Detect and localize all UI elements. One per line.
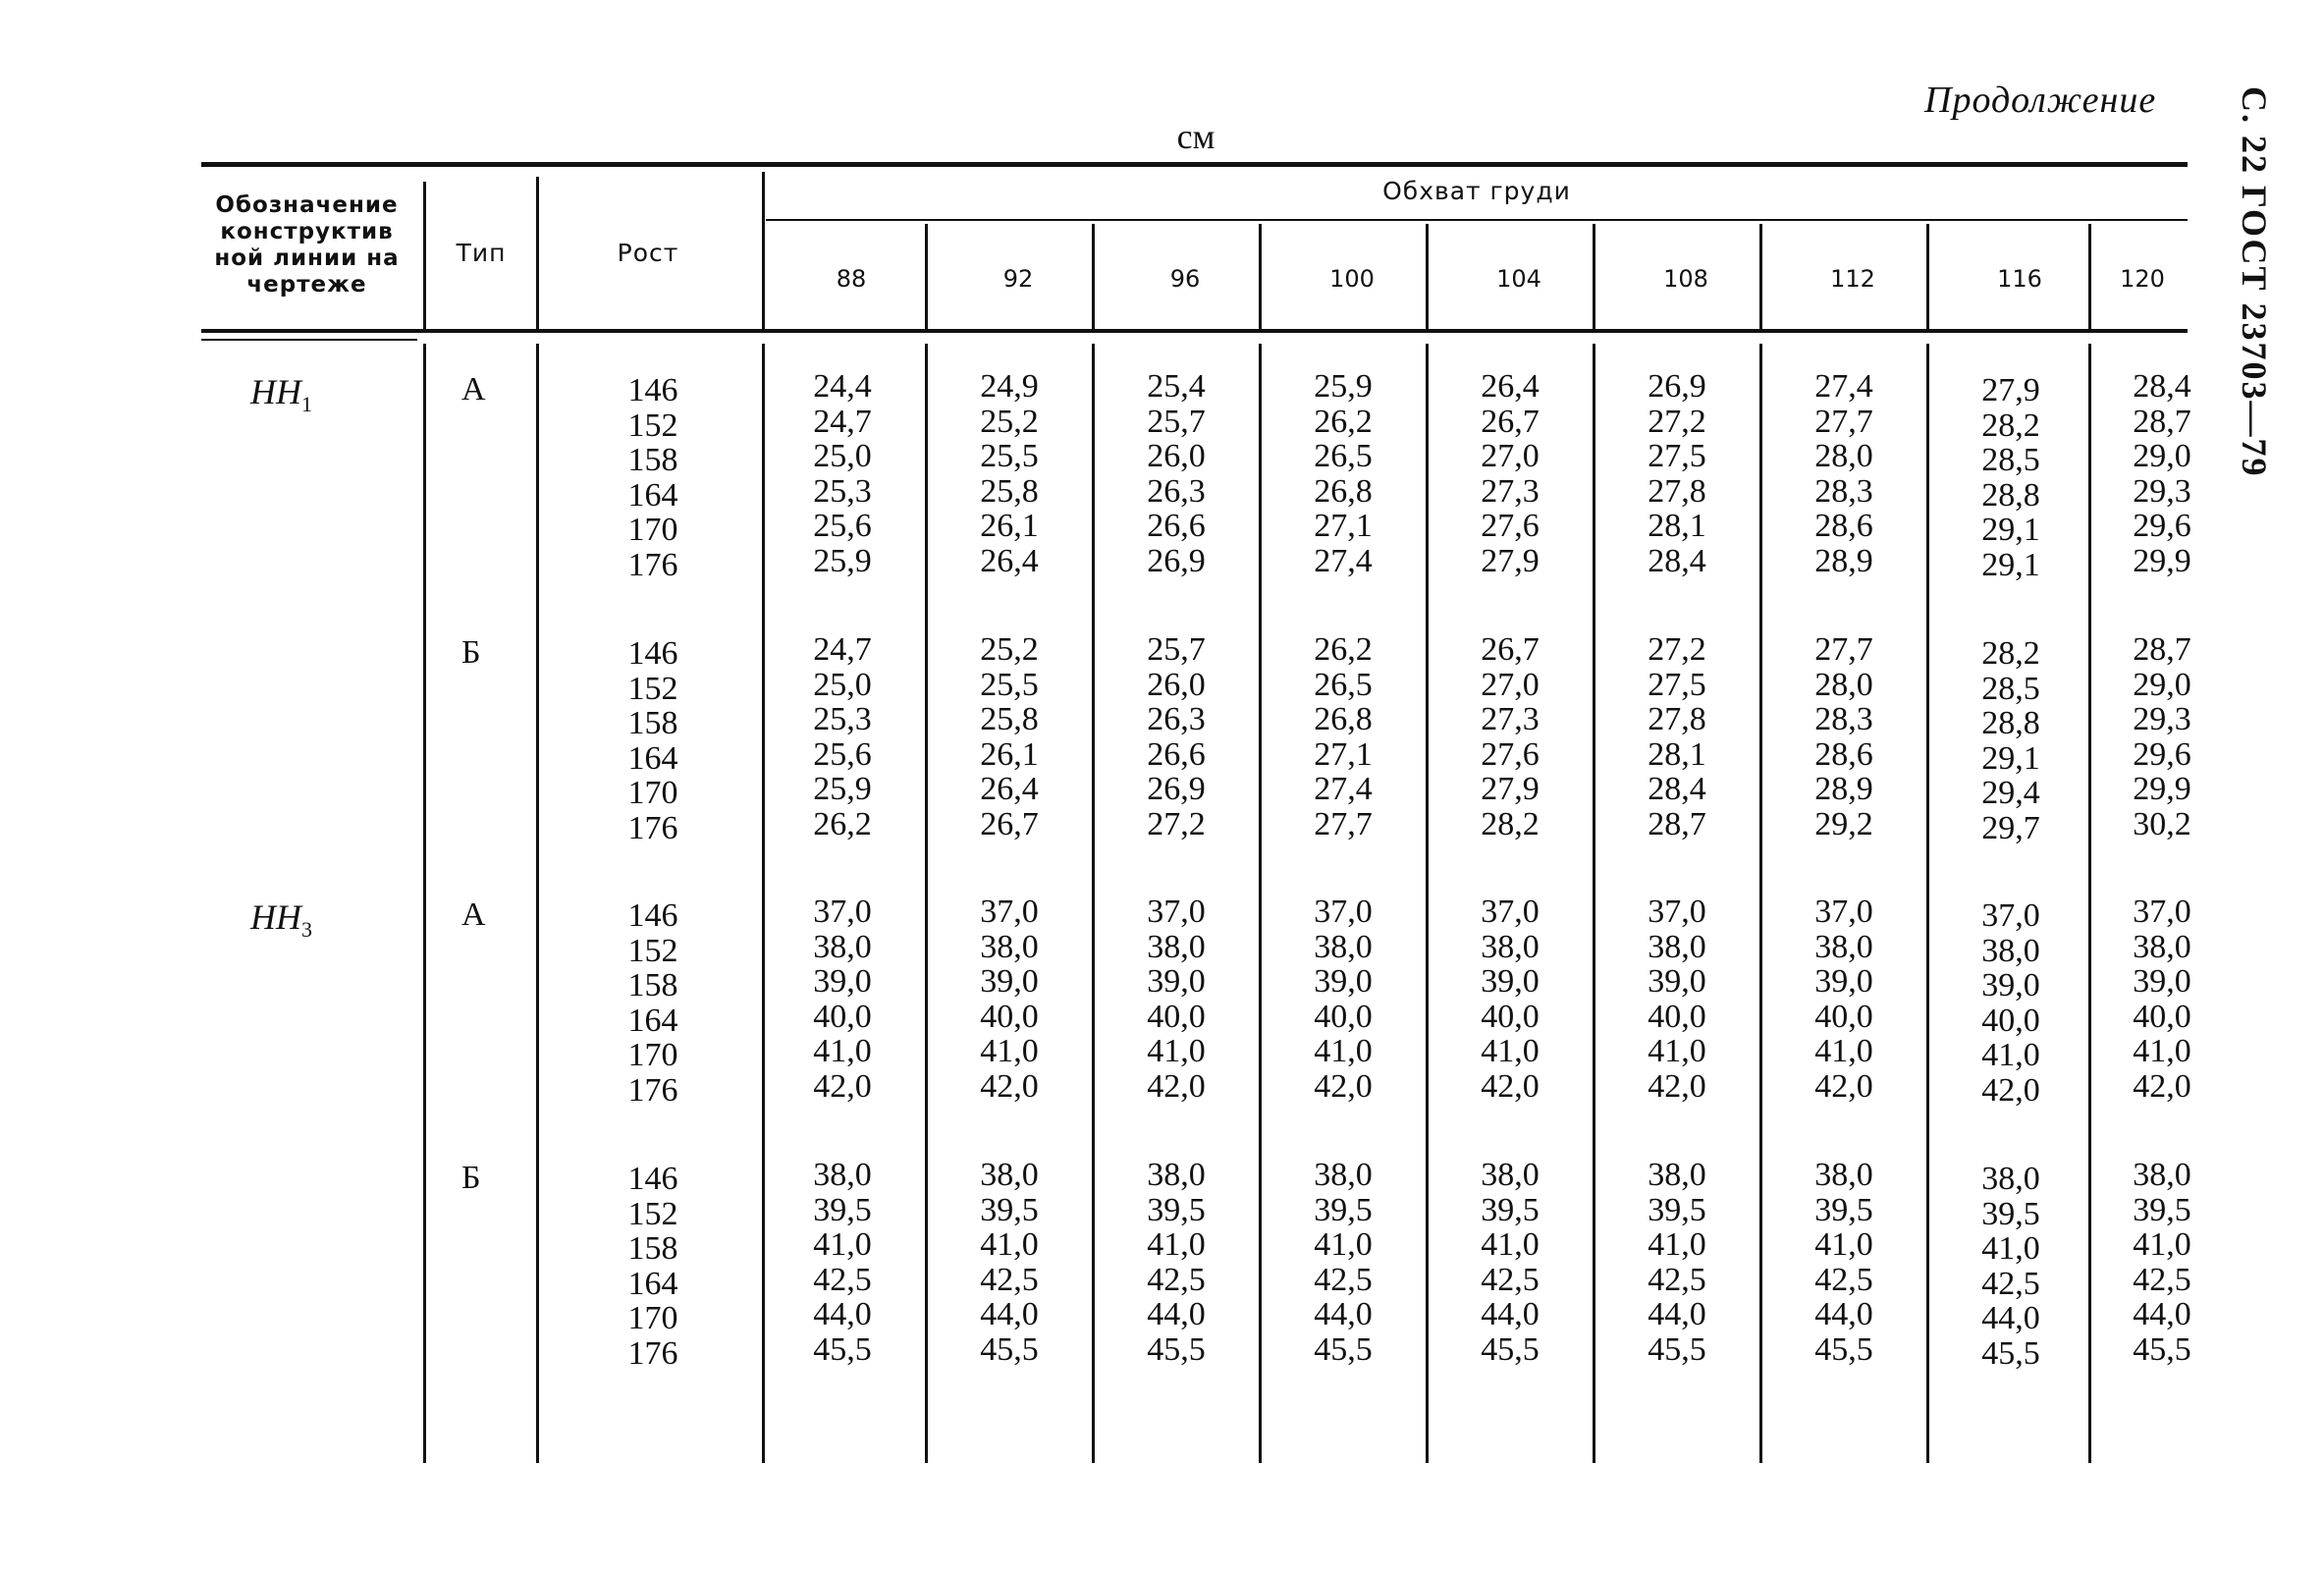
measurement-values: 38,0 39,5 41,0 42,5 44,0 45,5 xyxy=(1814,1157,1873,1368)
continuation-label: Продолжение xyxy=(1924,80,2157,121)
measurement-values: 37,0 38,0 39,0 40,0 41,0 42,0 xyxy=(1147,894,1206,1105)
measurement-values: 27,2 27,5 27,8 28,1 28,4 28,7 xyxy=(1648,631,1706,842)
size-header: 96 xyxy=(1169,265,1201,293)
designation-subscript: 3 xyxy=(301,917,312,943)
size-column-divider xyxy=(925,344,928,1463)
measurement-values: 38,0 39,5 41,0 42,5 44,0 45,5 xyxy=(980,1157,1039,1368)
measurement-values: 38,0 39,5 41,0 42,5 44,0 45,5 xyxy=(1481,1157,1540,1368)
measurement-values: 28,2 28,5 28,8 29,1 29,4 29,7 xyxy=(1981,635,2040,846)
measurement-values: 24,9 25,2 25,5 25,8 26,1 26,4 xyxy=(980,368,1039,579)
size-header: 92 xyxy=(1002,265,1034,293)
measurement-values: 37,0 38,0 39,0 40,0 41,0 42,0 xyxy=(1481,894,1540,1105)
size-header: 112 xyxy=(1830,265,1875,293)
height-column-header: Рост xyxy=(617,239,679,267)
height-values: 146 152 158 164 170 176 xyxy=(627,1161,678,1372)
designation-subscript: 1 xyxy=(301,392,312,417)
height-values: 146 152 158 164 170 176 xyxy=(627,635,678,846)
body-type-label: А xyxy=(461,896,486,933)
size-header: 108 xyxy=(1663,265,1708,293)
type-column-header: Тип xyxy=(456,239,507,267)
size-header: 104 xyxy=(1496,265,1541,293)
size-column-divider xyxy=(2088,344,2091,1463)
chest-header-rule xyxy=(766,219,2188,221)
designation-column-header: Обозначение конструктив ной линии на чертеже xyxy=(214,192,400,298)
height-values: 146 152 158 164 170 176 xyxy=(627,897,678,1109)
measurement-values: 37,0 38,0 39,0 40,0 41,0 42,0 xyxy=(1814,894,1873,1105)
measurement-values: 26,4 26,7 27,0 27,3 27,6 27,9 xyxy=(1481,368,1540,579)
body-type-label: Б xyxy=(461,1160,481,1196)
measurement-values: 38,0 39,5 41,0 42,5 44,0 45,5 xyxy=(1147,1157,1206,1368)
unit-label: см xyxy=(1176,117,1216,156)
measurement-values: 25,9 26,2 26,5 26,8 27,1 27,4 xyxy=(1314,368,1373,579)
size-header: 116 xyxy=(1997,265,2042,293)
measurement-values: 26,7 27,0 27,3 27,6 27,9 28,2 xyxy=(1481,631,1540,842)
body-type-label: А xyxy=(461,371,486,407)
measurement-values: 28,7 29,0 29,3 29,6 29,9 30,2 xyxy=(2133,631,2191,842)
column-divider xyxy=(536,344,539,1463)
size-column-divider xyxy=(1259,344,1262,1463)
size-column-divider xyxy=(1926,344,1929,1463)
column-divider xyxy=(423,182,426,331)
measurement-values: 25,4 25,7 26,0 26,3 26,6 26,9 xyxy=(1147,368,1206,579)
measurement-values: 27,9 28,2 28,5 28,8 29,1 29,1 xyxy=(1981,372,2040,583)
header-bottom-rule xyxy=(201,329,2188,333)
line-designation xyxy=(250,896,312,943)
measurement-values: 24,4 24,7 25,0 25,3 25,6 25,9 xyxy=(813,368,872,579)
measurement-values: 24,7 25,0 25,3 25,6 25,9 26,2 xyxy=(813,631,872,842)
size-header: 100 xyxy=(1329,265,1375,293)
column-divider xyxy=(762,344,765,1463)
height-values: 146 152 158 164 170 176 xyxy=(627,372,678,583)
body-type-label: Б xyxy=(461,634,481,671)
size-column-divider xyxy=(1759,344,1762,1463)
designation-text: НН xyxy=(250,897,301,937)
table-top-rule xyxy=(201,162,2188,167)
document-page-title: С. 22 ГОСТ 23703—79 xyxy=(2235,86,2274,478)
measurement-values: 25,2 25,5 25,8 26,1 26,4 26,7 xyxy=(980,631,1039,842)
designation-text: НН xyxy=(250,372,301,411)
measurement-values: 26,2 26,5 26,8 27,1 27,4 27,7 xyxy=(1314,631,1373,842)
size-column-divider xyxy=(1426,344,1429,1463)
chest-girth-header: Обхват груди xyxy=(1382,177,1571,205)
measurement-values: 26,9 27,2 27,5 27,8 28,1 28,4 xyxy=(1648,368,1706,579)
measurement-values: 37,0 38,0 39,0 40,0 41,0 42,0 xyxy=(2133,894,2191,1105)
size-column-divider xyxy=(1593,344,1595,1463)
column-divider xyxy=(423,344,426,1463)
measurement-values: 25,7 26,0 26,3 26,6 26,9 27,2 xyxy=(1147,631,1206,842)
measurement-values: 37,0 38,0 39,0 40,0 41,0 42,0 xyxy=(980,894,1039,1105)
size-header: 120 xyxy=(2120,265,2165,293)
column-divider xyxy=(762,172,765,331)
measurement-values: 37,0 38,0 39,0 40,0 41,0 42,0 xyxy=(1981,897,2040,1109)
measurement-values: 38,0 39,5 41,0 42,5 44,0 45,5 xyxy=(813,1157,872,1368)
measurement-values: 38,0 39,5 41,0 42,5 44,0 45,5 xyxy=(1981,1161,2040,1372)
measurement-values: 38,0 39,5 41,0 42,5 44,0 45,5 xyxy=(1648,1157,1706,1368)
measurement-values: 27,4 27,7 28,0 28,3 28,6 28,9 xyxy=(1814,368,1873,579)
measurement-values: 37,0 38,0 39,0 40,0 41,0 42,0 xyxy=(1314,894,1373,1105)
measurement-values: 38,0 39,5 41,0 42,5 44,0 45,5 xyxy=(2133,1157,2191,1368)
measurement-values: 37,0 38,0 39,0 40,0 41,0 42,0 xyxy=(1648,894,1706,1105)
measurement-values: 27,7 28,0 28,3 28,6 28,9 29,2 xyxy=(1814,631,1873,842)
column-divider xyxy=(536,177,539,331)
measurement-values: 37,0 38,0 39,0 40,0 41,0 42,0 xyxy=(813,894,872,1105)
measurement-values: 38,0 39,5 41,0 42,5 44,0 45,5 xyxy=(1314,1157,1373,1368)
size-header: 88 xyxy=(836,265,867,293)
line-designation xyxy=(250,371,312,417)
measurement-values: 28,4 28,7 29,0 29,3 29,6 29,9 xyxy=(2133,368,2191,579)
size-column-divider xyxy=(1092,344,1095,1463)
header-bottom-rule-2 xyxy=(201,339,417,341)
